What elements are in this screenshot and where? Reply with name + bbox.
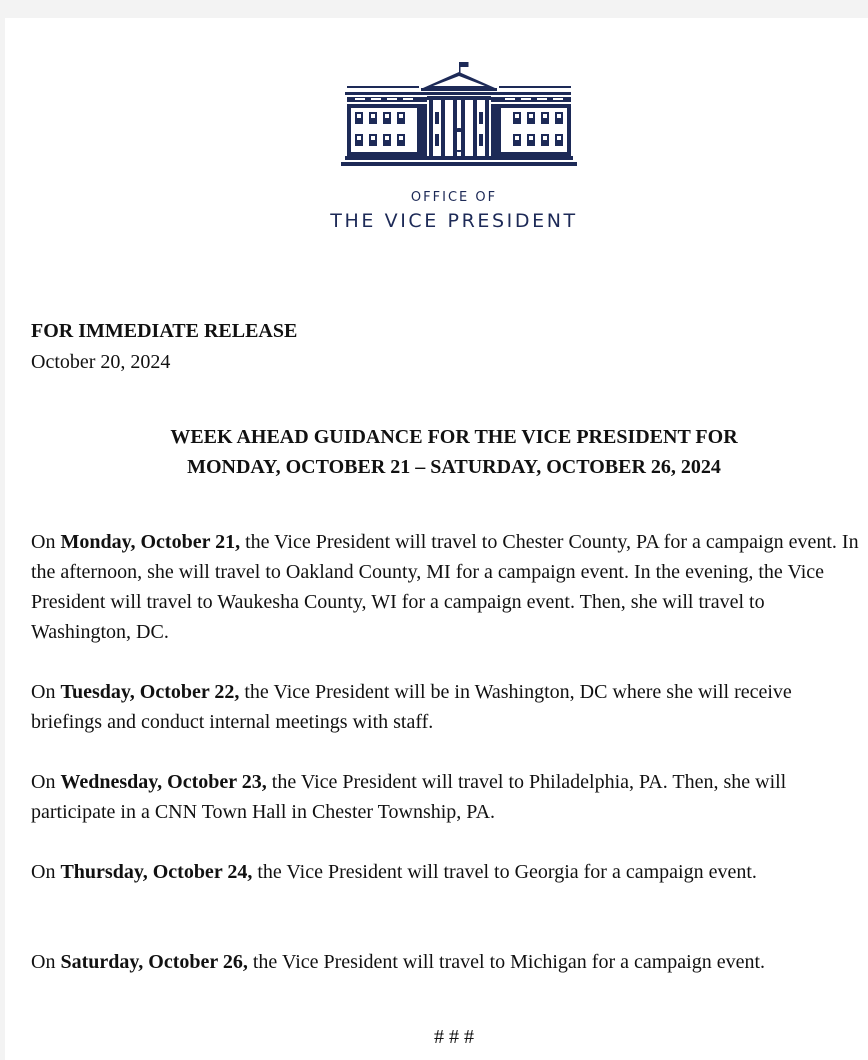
- office-of-label: OFFICE OF: [410, 190, 498, 205]
- release-label: FOR IMMEDIATE RELEASE: [31, 320, 298, 342]
- schedule-paragraph: [31, 947, 861, 977]
- headline-line-2: MONDAY, OCTOBER 21 – SATURDAY, OCTOBER 26, 2024: [187, 456, 721, 478]
- paragraph-text: the Vice President will travel to Michigan for a campaign event.: [247, 951, 766, 973]
- headline-line-1: WEEK AHEAD GUIDANCE FOR THE VICE PRESIDENT FOR: [170, 426, 738, 448]
- paragraph-day: Monday, October 21,: [60, 531, 241, 553]
- paragraph-prefix: On: [31, 531, 61, 553]
- paragraph-prefix: On: [31, 681, 61, 703]
- paragraph-text: the Vice President will travel to Philadelphia, PA. Then, she will participate in a CNN Town Hall in Chester Township, PA.: [31, 771, 787, 823]
- office-name-label: THE VICE PRESIDENT: [330, 210, 578, 232]
- paragraph-text: the Vice President will travel to Georgia for a campaign event.: [252, 861, 757, 883]
- press-release-page: [5, 18, 868, 1060]
- paragraph-day: Saturday, October 26,: [60, 951, 248, 973]
- paragraph-text: the Vice President will be in Washington, DC where she will receive briefings and conduct internal meetings with staff.: [31, 681, 792, 733]
- schedule-paragraph: [31, 677, 861, 737]
- release-date: October 20, 2024: [31, 351, 171, 373]
- schedule-paragraph: [31, 527, 861, 647]
- paragraph-day: Wednesday, October 23,: [60, 771, 267, 793]
- paragraph-text: the Vice President will travel to Chester County, PA for a campaign event. In the afternoon, she will travel to Oakland County, MI for a campaign event. In the evening, the Vice President will travel to Waukesha County, WI for a campaign event. Then, she will travel to Washington, DC.: [31, 531, 859, 643]
- paragraph-prefix: On: [31, 951, 61, 973]
- end-mark: # # #: [434, 1026, 474, 1048]
- schedule-paragraph: [31, 767, 861, 827]
- paragraph-day: Tuesday, October 22,: [60, 681, 240, 703]
- headline: [5, 422, 868, 482]
- paragraph-prefix: On: [31, 771, 61, 793]
- paragraph-day: Thursday, October 24,: [60, 861, 253, 883]
- white-house-logo-icon: [341, 62, 577, 172]
- schedule-paragraph: [31, 857, 861, 887]
- paragraph-prefix: On: [31, 861, 61, 883]
